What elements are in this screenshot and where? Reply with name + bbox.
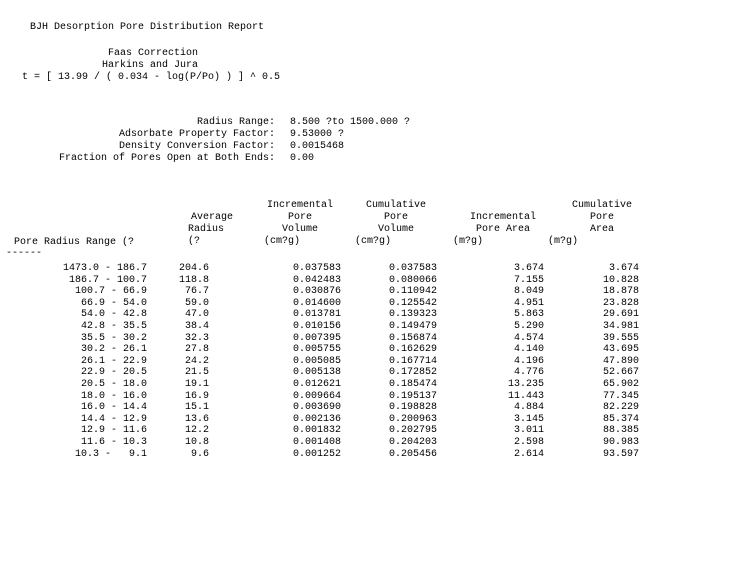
cumulative-pore-area-cell: 29.691	[602, 309, 639, 321]
pore-radius-range-cell: 16.0 - 14.4	[80, 402, 147, 414]
cumulative-pore-volume-cell: 0.139323	[388, 309, 437, 321]
table-row	[0, 379, 750, 391]
header-avg-2: Radius	[188, 224, 225, 235]
cumulative-pore-area-cell: 47.890	[602, 355, 639, 367]
incremental-pore-area-cell: 7.155	[513, 274, 544, 286]
average-radius-cell: 21.5	[184, 367, 209, 379]
incremental-pore-area-cell: 4.196	[513, 355, 544, 367]
table-row	[0, 449, 750, 461]
cumulative-pore-volume-cell: 0.125542	[388, 297, 437, 309]
incremental-pore-area-cell: 2.598	[513, 437, 544, 448]
cumulative-pore-area-cell: 39.555	[602, 332, 639, 344]
average-radius-cell: 204.6	[178, 263, 209, 274]
pore-radius-range-cell: 42.8 - 35.5	[80, 321, 147, 332]
pore-radius-range-cell: 35.5 - 30.2	[80, 332, 147, 344]
parameter-value: 0.0015468	[290, 141, 345, 152]
thickness-equation-name: Harkins and Jura	[102, 60, 199, 71]
header-avg-3: (?	[188, 236, 201, 247]
incremental-pore-area-cell: 8.049	[513, 286, 544, 298]
incremental-pore-area-cell: 3.145	[513, 413, 544, 425]
cumulative-pore-area-cell: 90.983	[602, 437, 639, 448]
incremental-pore-volume-cell: 0.007395	[292, 332, 341, 344]
incremental-pore-area-cell: 5.863	[513, 309, 544, 321]
header-cumarea-3: Area	[589, 224, 614, 235]
cumulative-pore-volume-cell: 0.110942	[388, 286, 437, 298]
incremental-pore-area-cell: 4.884	[513, 402, 544, 414]
header-incvol-2: Pore	[287, 212, 312, 223]
cumulative-pore-area-cell: 65.902	[602, 379, 639, 390]
average-radius-cell: 10.8	[184, 437, 209, 448]
pore-radius-range-cell: 1473.0 - 186.7	[62, 263, 147, 274]
pore-radius-range-cell: 10.3 - 9.1	[74, 448, 147, 460]
report-title: BJH Desorption Pore Distribution Report	[30, 22, 265, 33]
cumulative-pore-volume-cell: 0.149479	[388, 321, 437, 332]
average-radius-cell: 9.6	[190, 448, 209, 460]
pore-radius-range-cell: 22.9 - 20.5	[80, 367, 147, 379]
average-radius-cell: 24.2	[184, 355, 209, 367]
pore-radius-range-cell: 18.0 - 16.0	[80, 390, 147, 402]
incremental-pore-area-cell: 3.674	[513, 263, 544, 274]
cumulative-pore-area-cell: 88.385	[602, 425, 639, 437]
header-cumarea-2: Pore	[589, 212, 614, 223]
parameter-value: 0.00	[290, 153, 315, 164]
table-row	[0, 414, 750, 426]
average-radius-cell: 16.9	[184, 390, 209, 402]
average-radius-cell: 47.0	[184, 309, 209, 321]
table-row	[0, 425, 750, 437]
average-radius-cell: 118.8	[178, 274, 209, 286]
table-row	[0, 275, 750, 287]
parameter-label: Adsorbate Property Factor:	[118, 129, 275, 140]
incremental-pore-volume-cell: 0.002136	[292, 413, 341, 425]
pore-radius-range-cell: 12.9 - 11.6	[80, 425, 147, 437]
parameter-value: 8.500 ?to 1500.000 ?	[290, 117, 411, 128]
table-row	[0, 333, 750, 345]
parameter-label: Radius Range:	[196, 117, 275, 128]
header-incarea-2: Pore Area	[475, 224, 530, 235]
header-cumarea-1: Cumulative	[571, 200, 632, 211]
thickness-formula: t = [ 13.99 / ( 0.034 - log(P/Po) ) ] ^ 0.5	[22, 72, 281, 83]
cumulative-pore-volume-cell: 0.162629	[388, 344, 437, 356]
cumulative-pore-volume-cell: 0.037583	[388, 263, 437, 274]
incremental-pore-area-cell: 5.290	[513, 321, 544, 332]
cumulative-pore-volume-cell: 0.185474	[388, 379, 437, 390]
header-incarea-3: (m?g)	[453, 236, 484, 247]
pore-radius-range-cell: 186.7 - 100.7	[68, 274, 147, 286]
table-row	[0, 344, 750, 356]
average-radius-cell: 27.8	[184, 344, 209, 356]
pore-radius-range-cell: 20.5 - 18.0	[80, 379, 147, 390]
header-cumvol-4: (cm?g)	[355, 236, 392, 247]
cumulative-pore-area-cell: 52.667	[602, 367, 639, 379]
incremental-pore-area-cell: 13.235	[507, 379, 544, 390]
cumulative-pore-volume-cell: 0.200963	[388, 413, 437, 425]
table-row	[0, 321, 750, 333]
table-row	[0, 367, 750, 379]
pore-radius-range-cell: 100.7 - 66.9	[74, 286, 147, 298]
header-separator: ------	[6, 248, 43, 259]
incremental-pore-volume-cell: 0.005755	[292, 344, 341, 356]
cumulative-pore-area-cell: 18.878	[602, 286, 639, 298]
cumulative-pore-volume-cell: 0.195137	[388, 390, 437, 402]
header-range: Pore Radius Range (?	[14, 237, 135, 248]
average-radius-cell: 32.3	[184, 332, 209, 344]
incremental-pore-volume-cell: 0.005085	[292, 355, 341, 367]
cumulative-pore-volume-cell: 0.080066	[388, 274, 437, 286]
pore-radius-range-cell: 14.4 - 12.9	[80, 413, 147, 425]
pore-radius-range-cell: 54.0 - 42.8	[80, 309, 147, 321]
cumulative-pore-volume-cell: 0.198828	[388, 402, 437, 414]
incremental-pore-volume-cell: 0.012621	[292, 379, 341, 390]
cumulative-pore-area-cell: 3.674	[608, 263, 639, 274]
incremental-pore-volume-cell: 0.001832	[292, 425, 341, 437]
header-incvol-4: (cm?g)	[264, 236, 301, 247]
incremental-pore-volume-cell: 0.005138	[292, 367, 341, 379]
cumulative-pore-area-cell: 10.828	[602, 274, 639, 286]
average-radius-cell: 38.4	[184, 321, 209, 332]
table-row	[0, 263, 750, 275]
incremental-pore-volume-cell: 0.010156	[292, 321, 341, 332]
header-cumvol-1: Cumulative	[365, 200, 426, 211]
average-radius-cell: 76.7	[184, 286, 209, 298]
table-row	[0, 286, 750, 298]
header-incvol-3: Volume	[281, 224, 318, 235]
cumulative-pore-volume-cell: 0.172852	[388, 367, 437, 379]
parameter-label: Fraction of Pores Open at Both Ends:	[58, 153, 275, 164]
cumulative-pore-area-cell: 34.981	[602, 321, 639, 332]
parameter-value: 9.53000 ?	[290, 129, 345, 140]
pore-radius-range-cell: 26.1 - 22.9	[80, 355, 147, 367]
incremental-pore-volume-cell: 0.003690	[292, 402, 341, 414]
cumulative-pore-area-cell: 23.828	[602, 297, 639, 309]
header-cumvol-2: Pore	[383, 212, 408, 223]
cumulative-pore-area-cell: 43.695	[602, 344, 639, 356]
incremental-pore-volume-cell: 0.037583	[292, 263, 341, 274]
table-row	[0, 298, 750, 310]
correction-name: Faas Correction	[108, 48, 199, 59]
table-row	[0, 402, 750, 414]
table-row	[0, 309, 750, 321]
average-radius-cell: 13.6	[184, 413, 209, 425]
average-radius-cell: 59.0	[184, 297, 209, 309]
header-incvol-1: Incremental	[266, 200, 333, 211]
cumulative-pore-volume-cell: 0.156874	[388, 332, 437, 344]
pore-radius-range-cell: 30.2 - 26.1	[80, 344, 147, 356]
incremental-pore-area-cell: 11.443	[507, 390, 544, 402]
incremental-pore-volume-cell: 0.013781	[292, 309, 341, 321]
incremental-pore-volume-cell: 0.009664	[292, 390, 341, 402]
header-cumarea-4: (m?g)	[548, 236, 579, 247]
incremental-pore-area-cell: 4.574	[513, 332, 544, 344]
header-avg-1: Average	[190, 212, 233, 223]
cumulative-pore-volume-cell: 0.202795	[388, 425, 437, 437]
average-radius-cell: 19.1	[184, 379, 209, 390]
average-radius-cell: 15.1	[184, 402, 209, 414]
cumulative-pore-volume-cell: 0.204203	[388, 437, 437, 448]
incremental-pore-area-cell: 4.776	[513, 367, 544, 379]
cumulative-pore-area-cell: 85.374	[602, 413, 639, 425]
cumulative-pore-area-cell: 77.345	[602, 390, 639, 402]
header-incarea-1: Incremental	[469, 212, 536, 223]
table-row	[0, 391, 750, 403]
incremental-pore-area-cell: 4.951	[513, 297, 544, 309]
cumulative-pore-area-cell: 82.229	[602, 402, 639, 414]
incremental-pore-volume-cell: 0.001408	[292, 437, 341, 448]
header-cumvol-3: Volume	[377, 224, 414, 235]
incremental-pore-volume-cell: 0.014600	[292, 297, 341, 309]
incremental-pore-volume-cell: 0.030876	[292, 286, 341, 298]
incremental-pore-area-cell: 3.011	[513, 425, 544, 437]
table-row	[0, 437, 750, 449]
incremental-pore-area-cell: 4.140	[513, 344, 544, 356]
average-radius-cell: 12.2	[184, 425, 209, 437]
pore-radius-range-cell: 11.6 - 10.3	[80, 437, 147, 448]
incremental-pore-volume-cell: 0.042483	[292, 274, 341, 286]
cumulative-pore-volume-cell: 0.205456	[388, 448, 437, 460]
table-row	[0, 356, 750, 368]
incremental-pore-area-cell: 2.614	[513, 448, 544, 460]
cumulative-pore-area-cell: 93.597	[602, 448, 639, 460]
incremental-pore-volume-cell: 0.001252	[292, 448, 341, 460]
pore-radius-range-cell: 66.9 - 54.0	[80, 297, 147, 309]
cumulative-pore-volume-cell: 0.167714	[388, 355, 437, 367]
parameter-label: Density Conversion Factor:	[118, 141, 275, 152]
